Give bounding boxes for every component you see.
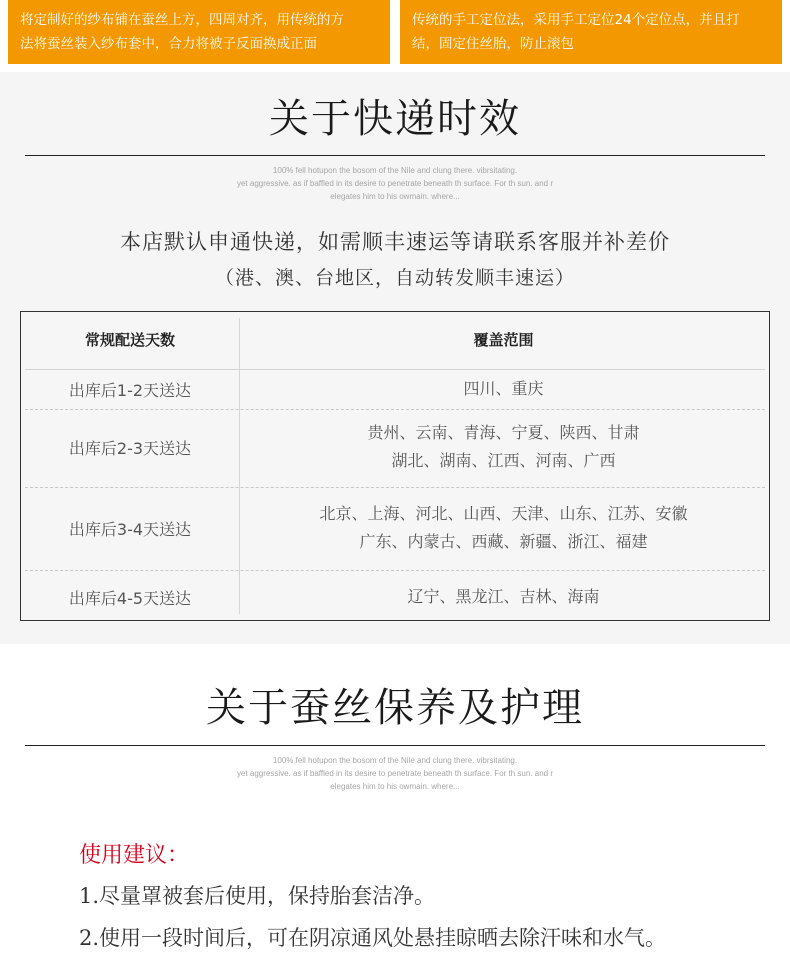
shipping-notice-sub: （港、澳、台地区，自动转发顺丰速运） — [214, 267, 575, 289]
process-banner-sewing — [8, 0, 390, 64]
care-section-title: 关于蚕丝保养及护理 — [206, 685, 584, 731]
table-cell-days: 出库后1-2天送达 — [68, 381, 192, 400]
delivery-time-table — [20, 311, 770, 621]
row-divider — [25, 487, 765, 488]
banner-text-line: 传统的手工定位法，采用手工定位24个定位点，并且打 — [412, 12, 740, 28]
banner-text-line: 结，固定住丝胎，防止滚包 — [412, 36, 574, 52]
usage-advice-heading: 使用建议： — [79, 843, 190, 868]
process-banner-positioning — [400, 0, 782, 64]
row-divider — [25, 570, 765, 571]
shipping-section-title: 关于快递时效 — [269, 96, 521, 142]
row-divider — [25, 409, 765, 410]
table-cell-days: 出库后2-3天送达 — [68, 439, 192, 458]
table-cell-regions: 辽宁、黑龙江、吉林、海南 — [407, 587, 600, 606]
title-divider — [25, 745, 765, 746]
usage-advice-item: 2.使用一段时间后，可在阴凉通风处悬挂晾晒去除汗味和水气。 — [79, 926, 667, 950]
decorative-english-text: 100% fell hotupon the bosom of the Nile and clung there. vibrsitating. yet aggressive. as if baffled in its desire to penetrate beneath th surface. For th sun. and r elegates him to his owmain. where... — [236, 166, 554, 201]
shipping-notice: 本店默认申通快递，如需顺丰速运等请联系客服并补差价 — [120, 230, 670, 254]
decorative-english-text: 100% fell hotupon the bosom of the Nile and clung there. vibrsitating. yet aggressive. as if baffled in its desire to penetrate beneath th surface. For th sun. and r elegates him to his owmain. where... — [236, 756, 554, 791]
table-header-coverage: 覆盖范围 — [473, 331, 534, 349]
title-divider — [25, 155, 765, 156]
top-banner-strip — [0, 0, 790, 72]
table-cell-regions: 北京、上海、河北、山西、天津、山东、江苏、安徽 广东、内蒙古、西藏、新疆、浙江、福建 — [319, 504, 688, 551]
table-cell-days: 出库后3-4天送达 — [68, 520, 192, 539]
table-cell-regions: 四川、重庆 — [463, 379, 544, 398]
table-header-days: 常规配送天数 — [84, 331, 175, 349]
table-cell-regions: 贵州、云南、青海、宁夏、陕西、甘肃 湖北、湖南、江西、河南、广西 — [367, 423, 640, 470]
banner-text-line: 将定制好的纱布铺在蚕丝上方，四周对齐，用传统的方 — [20, 12, 344, 28]
table-cell-days: 出库后4-5天送达 — [68, 589, 192, 608]
header-divider — [25, 369, 765, 370]
banner-text-line: 法将蚕丝装入纱布套中，合力将被子反面换成正面 — [20, 36, 317, 52]
usage-advice-item: 1.尽量罩被套后使用，保持胎套洁净。 — [79, 884, 436, 908]
